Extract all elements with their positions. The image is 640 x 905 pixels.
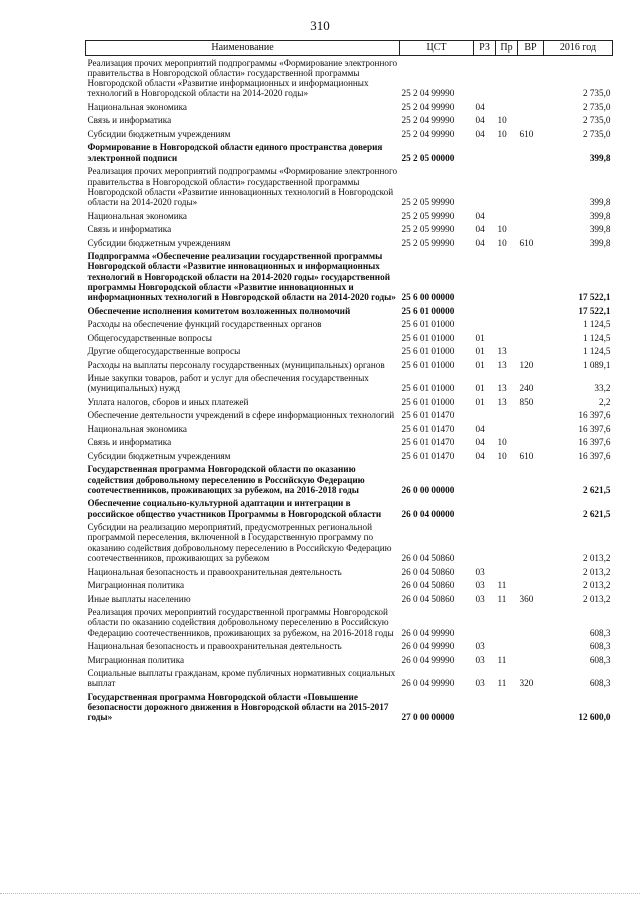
row-pr-code: [496, 409, 518, 422]
row-name: Субсидии бюджетным учреждениям: [87, 237, 231, 248]
row-vr-code: 240: [519, 383, 534, 394]
row-rz-code: 04: [475, 101, 485, 112]
budget-table: [85, 40, 613, 724]
row-vr-code: [518, 497, 544, 521]
row-amount: 12 600,0: [578, 712, 611, 723]
row-vr-code: [518, 640, 544, 653]
row-cst-code: 25 6 01 01470: [401, 410, 455, 421]
row-pr-code: 11: [497, 678, 507, 689]
row-vr-code: [518, 249, 544, 304]
table-row: [86, 395, 613, 408]
row-vr-code: [518, 56, 544, 101]
row-pr-code: [496, 318, 518, 331]
table-row: [86, 331, 613, 344]
row-vr-code: [518, 114, 544, 127]
row-amount: 2 013,2: [582, 580, 611, 591]
row-cst-code: 26 0 04 99990: [401, 678, 455, 689]
row-vr-code: 610: [519, 237, 534, 248]
row-name: Государственная программа Новгородской области «Повышение безопасности дорожного движения в Новгородской области на 2015-2017 годы»: [87, 691, 389, 723]
table-row: [86, 592, 613, 605]
row-name: Связь и информатика: [87, 224, 172, 235]
row-pr-code: [496, 304, 518, 317]
row-pr-code: 10: [497, 450, 507, 461]
header-name: Наименование: [86, 41, 400, 56]
header-vr: ВР: [518, 41, 544, 56]
row-amount: 1 124,5: [582, 346, 611, 357]
row-cst-code: 25 6 01 01000: [401, 319, 455, 330]
row-vr-code: [518, 318, 544, 331]
row-name: Субсидии бюджетным учреждениям: [87, 128, 231, 139]
row-amount: 399,8: [589, 152, 611, 163]
table-row: [86, 358, 613, 371]
row-rz-code: 03: [475, 580, 485, 591]
row-pr-code: [496, 497, 518, 521]
row-rz-code: 01: [475, 346, 485, 357]
row-cst-code: 25 6 01 01000: [401, 396, 455, 407]
table-row: [86, 165, 613, 209]
row-rz-code: [474, 318, 496, 331]
row-pr-code: [496, 100, 518, 113]
row-cst-code: 26 0 04 50860: [401, 553, 455, 564]
row-name: Государственная программа Новгородской области по оказанию содействия добровольному переселению в Российскую Федерацию соотечественников, проживающих за рубежом, на 2016-2018 годы: [87, 464, 365, 495]
row-vr-code: [518, 165, 544, 209]
header-year: 2016 год: [544, 41, 613, 56]
table-body: [86, 56, 613, 725]
row-amount: 16 397,6: [578, 410, 611, 421]
row-cst-code: 25 2 05 99990: [401, 210, 455, 221]
table-row: [86, 578, 613, 591]
row-cst-code: 25 6 01 01470: [401, 423, 455, 434]
row-vr-code: [518, 690, 544, 724]
row-rz-code: 04: [475, 224, 485, 235]
row-name: Национальная безопасность и правоохранительная деятельность: [87, 566, 342, 577]
row-vr-code: 610: [519, 128, 534, 139]
row-amount: 2 735,0: [582, 128, 611, 139]
table-row: [86, 449, 613, 462]
row-cst-code: 25 2 04 99990: [401, 128, 455, 139]
row-rz-code: 04: [475, 115, 485, 126]
table-row: [86, 209, 613, 222]
header-cst: ЦСТ: [400, 41, 474, 56]
row-cst-code: 25 6 01 00000: [401, 305, 455, 316]
table-row: [86, 114, 613, 127]
row-pr-code: [496, 141, 518, 165]
row-cst-code: 26 0 00 00000: [401, 484, 455, 495]
row-cst-code: 25 2 05 99990: [401, 224, 455, 235]
row-pr-code: [496, 209, 518, 222]
row-name: Национальная экономика: [87, 101, 188, 112]
row-rz-code: 01: [475, 332, 485, 343]
row-vr-code: 610: [519, 450, 534, 461]
row-cst-code: 26 0 04 99990: [401, 641, 455, 652]
row-rz-code: [474, 141, 496, 165]
row-pr-code: [496, 331, 518, 344]
row-vr-code: [518, 463, 544, 497]
row-amount: 608,3: [589, 678, 611, 689]
table-row: [86, 653, 613, 666]
row-pr-code: 11: [497, 654, 507, 665]
row-pr-code: 13: [497, 396, 507, 407]
table-row: [86, 497, 613, 521]
row-vr-code: 360: [519, 593, 534, 604]
row-vr-code: [518, 209, 544, 222]
row-name: Социальные выплаты гражданам, кроме публичных нормативных социальных выплат: [87, 668, 396, 689]
row-pr-code: [496, 605, 518, 639]
row-name: Реализация прочих мероприятий подпрограммы «Формирование электронного правительства в Новгородской области» государственной программы Новгородской области «Развитие информационных и информационных технологий в Новгородской области на 2014-2020 годы»: [87, 57, 398, 99]
row-vr-code: 320: [519, 678, 534, 689]
table-row: [86, 56, 613, 101]
table-row: [86, 222, 613, 235]
table-header: [86, 41, 613, 56]
row-amount: 17 522,1: [578, 305, 611, 316]
row-amount: 16 397,6: [578, 437, 611, 448]
row-rz-code: [474, 463, 496, 497]
row-rz-code: [474, 165, 496, 209]
row-pr-code: [496, 249, 518, 304]
row-name: Связь и информатика: [87, 115, 172, 126]
row-cst-code: 26 0 04 99990: [401, 654, 455, 665]
header-rz: РЗ: [474, 41, 496, 56]
row-name: Иные закупки товаров, работ и услуг для обеспечения государственных (муниципальных) нужд: [87, 373, 369, 394]
row-amount: 2,2: [599, 396, 611, 407]
table-row: [86, 690, 613, 724]
row-rz-code: [474, 249, 496, 304]
row-amount: 2 013,2: [582, 593, 611, 604]
row-name: Обеспечение исполнения комитетом возложенных полномочий: [87, 305, 351, 316]
row-amount: 1 089,1: [582, 359, 611, 370]
row-vr-code: [518, 141, 544, 165]
row-pr-code: [496, 521, 518, 565]
page-number: 310: [310, 18, 330, 33]
row-amount: 608,3: [589, 654, 611, 665]
row-amount: 16 397,6: [578, 450, 611, 461]
table-row: [86, 666, 613, 690]
row-vr-code: [518, 578, 544, 591]
row-pr-code: [496, 565, 518, 578]
row-rz-code: [474, 605, 496, 639]
row-name: Уплата налогов, сборов и иных платежей: [87, 396, 249, 407]
row-vr-code: [518, 521, 544, 565]
row-name: Национальная экономика: [87, 423, 188, 434]
row-rz-code: 04: [475, 450, 485, 461]
row-pr-code: [496, 690, 518, 724]
row-cst-code: 25 6 01 01470: [401, 450, 455, 461]
row-rz-code: 01: [475, 396, 485, 407]
row-cst-code: 25 6 01 01000: [401, 359, 455, 370]
row-pr-code: [496, 165, 518, 209]
row-amount: 2 013,2: [582, 553, 611, 564]
row-vr-code: [518, 331, 544, 344]
row-rz-code: 01: [475, 359, 485, 370]
row-cst-code: 25 2 05 99990: [401, 197, 455, 208]
row-pr-code: 13: [497, 359, 507, 370]
row-vr-code: [518, 436, 544, 449]
row-cst-code: 25 2 04 99990: [401, 88, 455, 99]
table-row: [86, 236, 613, 249]
row-pr-code: 11: [497, 593, 507, 604]
row-pr-code: 11: [497, 580, 507, 591]
row-rz-code: 04: [475, 210, 485, 221]
row-cst-code: 25 6 01 01000: [401, 346, 455, 357]
row-name: Национальная экономика: [87, 210, 188, 221]
row-vr-code: [518, 345, 544, 358]
table-row: [86, 127, 613, 140]
row-rz-code: [474, 304, 496, 317]
table-row: [86, 463, 613, 497]
table-row: [86, 345, 613, 358]
row-name: Подпрограмма «Обеспечение реализации государственной программы Новгородской области «Развитие инновационных и информационных технологий в Новгородской области на 2014-2020 годы» государственной программы Новгородской области «Развитие инновационных и информационных технологий в Новгородской области на 2014-2020 годы»: [87, 251, 396, 303]
table-row: [86, 409, 613, 422]
row-rz-code: 03: [475, 678, 485, 689]
row-rz-code: [474, 497, 496, 521]
row-amount: 2 621,5: [582, 484, 611, 495]
row-amount: 399,8: [589, 224, 611, 235]
table-row: [86, 521, 613, 565]
row-rz-code: [474, 409, 496, 422]
row-rz-code: 04: [475, 237, 485, 248]
row-rz-code: 04: [475, 128, 485, 139]
row-amount: 608,3: [589, 641, 611, 652]
row-amount: 2 735,0: [582, 115, 611, 126]
row-name: Обеспечение деятельности учреждений в сфере информационных технологий: [87, 410, 395, 421]
scan-edge-line: [0, 893, 640, 894]
row-amount: 2 621,5: [582, 508, 611, 519]
header-pr: Пр: [496, 41, 518, 56]
row-cst-code: 25 2 04 99990: [401, 115, 455, 126]
row-name: Субсидии бюджетным учреждениям: [87, 450, 231, 461]
row-cst-code: 26 0 04 99990: [401, 627, 455, 638]
row-amount: 399,8: [589, 237, 611, 248]
row-rz-code: 03: [475, 641, 485, 652]
table-row: [86, 422, 613, 435]
row-cst-code: 25 2 05 00000: [401, 152, 455, 163]
row-rz-code: 03: [475, 593, 485, 604]
row-name: Общегосударственные вопросы: [87, 332, 212, 343]
row-pr-code: 10: [497, 237, 507, 248]
row-cst-code: 25 2 04 99990: [401, 101, 455, 112]
row-amount: 2 735,0: [582, 88, 611, 99]
row-amount: 1 124,5: [582, 332, 611, 343]
row-name: Формирование в Новгородской области единого пространства доверия электронной подписи: [87, 142, 383, 163]
row-rz-code: 03: [475, 654, 485, 665]
table-row: [86, 304, 613, 317]
row-pr-code: [496, 640, 518, 653]
row-name: Связь и информатика: [87, 437, 172, 448]
row-cst-code: 26 0 04 50860: [401, 593, 455, 604]
table-row: [86, 100, 613, 113]
row-cst-code: 25 6 01 01470: [401, 437, 455, 448]
row-rz-code: 03: [475, 566, 485, 577]
row-vr-code: 850: [519, 396, 534, 407]
row-vr-code: [518, 653, 544, 666]
row-amount: 399,8: [589, 197, 611, 208]
row-pr-code: [496, 56, 518, 101]
row-vr-code: 120: [519, 359, 534, 370]
row-cst-code: 25 6 01 01000: [401, 332, 455, 343]
row-name: Реализация прочих мероприятий государственной программы Новгородской области по оказанию содействия добровольному переселению в Российскую Федерацию соотечественников, проживающих за рубежом, на 2016-2018 годы: [87, 607, 394, 638]
row-name: Иные выплаты населению: [87, 593, 191, 604]
row-name: Миграционная политика: [87, 580, 185, 591]
row-cst-code: 27 0 00 00000: [401, 712, 455, 723]
row-cst-code: 25 6 00 00000: [401, 292, 455, 303]
row-pr-code: 13: [497, 383, 507, 394]
table-row: [86, 640, 613, 653]
row-name: Национальная безопасность и правоохранительная деятельность: [87, 641, 342, 652]
row-amount: 33,2: [594, 383, 611, 394]
row-name: Расходы на обеспечение функций государственных органов: [87, 319, 322, 330]
row-name: Субсидии на реализацию мероприятий, предусмотренных региональной программой переселения, включенной в Государственную программу по оказанию содействия добровольному переселению в Российскую Федерацию соотечественников, проживающих за рубежом: [87, 522, 392, 564]
row-rz-code: 04: [475, 423, 485, 434]
table-row: [86, 249, 613, 304]
row-vr-code: [518, 304, 544, 317]
row-amount: 2 735,0: [582, 101, 611, 112]
row-name: Другие общегосударственные вопросы: [87, 346, 241, 357]
row-pr-code: 10: [497, 128, 507, 139]
row-rz-code: [474, 521, 496, 565]
row-vr-code: [518, 565, 544, 578]
row-amount: 2 013,2: [582, 566, 611, 577]
row-amount: 399,8: [589, 210, 611, 221]
row-pr-code: 13: [497, 346, 507, 357]
row-name: Реализация прочих мероприятий подпрограммы «Формирование электронного правительства в Новгородской области» государственной программы Новгородской области «Развитие инновационных технологий в Новгородской области на 2014-2020 годы»: [87, 166, 398, 208]
table-row: [86, 141, 613, 165]
row-rz-code: 04: [475, 437, 485, 448]
row-cst-code: 26 0 04 00000: [401, 508, 455, 519]
row-name: Расходы на выплаты персоналу государственных (муниципальных) органов: [87, 359, 385, 370]
row-name: Обеспечение социально-культурной адаптации и интеграции в российское общество участников Программы в Новгородской области: [87, 498, 382, 519]
row-pr-code: 10: [497, 437, 507, 448]
row-name: Миграционная политика: [87, 654, 185, 665]
row-amount: 608,3: [589, 627, 611, 638]
row-cst-code: 25 2 05 99990: [401, 237, 455, 248]
row-pr-code: [496, 463, 518, 497]
row-cst-code: 25 6 01 01000: [401, 383, 455, 394]
table-row: [86, 318, 613, 331]
row-vr-code: [518, 100, 544, 113]
row-amount: 17 522,1: [578, 292, 611, 303]
row-pr-code: 10: [497, 224, 507, 235]
table-row: [86, 605, 613, 639]
row-rz-code: 01: [475, 383, 485, 394]
row-vr-code: [518, 409, 544, 422]
row-vr-code: [518, 605, 544, 639]
row-vr-code: [518, 422, 544, 435]
row-pr-code: 10: [497, 115, 507, 126]
row-cst-code: 26 0 04 50860: [401, 580, 455, 591]
row-vr-code: [518, 222, 544, 235]
row-amount: 1 124,5: [582, 319, 611, 330]
row-pr-code: [496, 422, 518, 435]
table-row: [86, 372, 613, 396]
table-row: [86, 436, 613, 449]
row-rz-code: [474, 56, 496, 101]
row-cst-code: 26 0 04 50860: [401, 566, 455, 577]
row-amount: 16 397,6: [578, 423, 611, 434]
table-row: [86, 565, 613, 578]
row-rz-code: [474, 690, 496, 724]
